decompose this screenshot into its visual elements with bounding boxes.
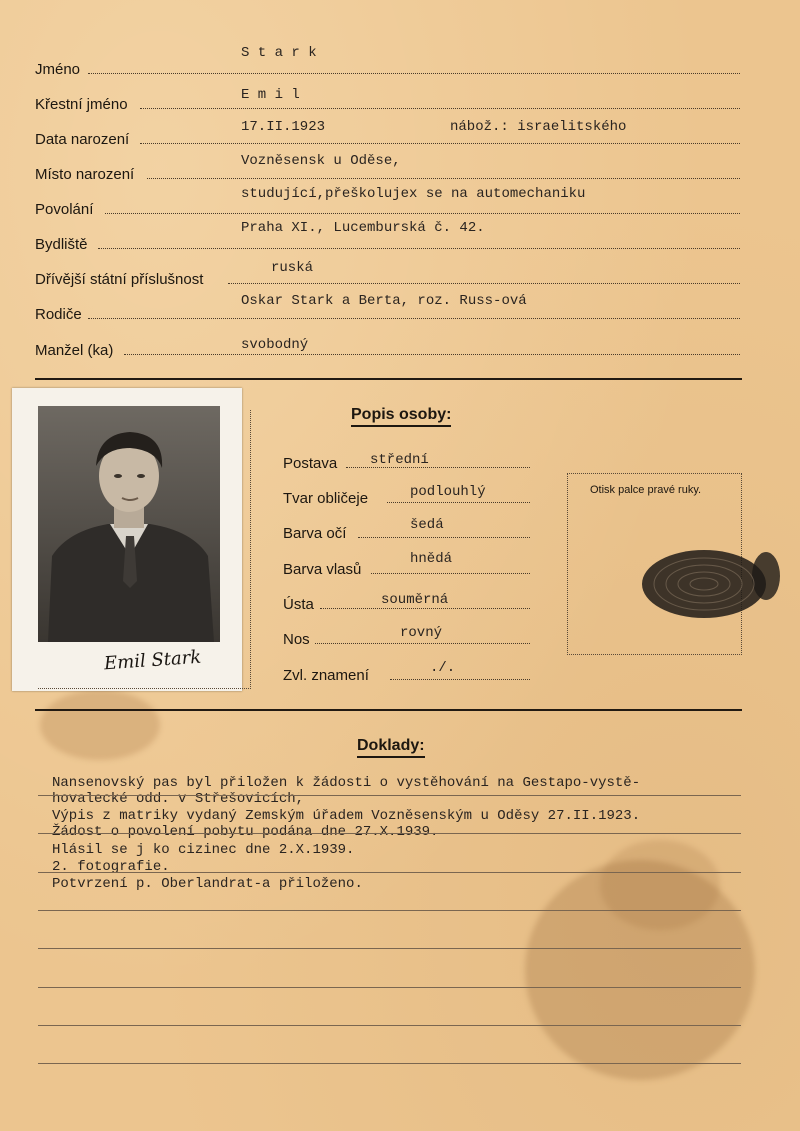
parents-line	[88, 318, 740, 319]
document-line-7: Potvrzení p. Oberlandrat-a přiloženo.	[52, 876, 363, 892]
mouth-line	[320, 608, 530, 609]
ruled-line	[38, 795, 741, 796]
hair-line	[371, 573, 530, 574]
documents-heading: Doklady:	[357, 737, 425, 758]
hair-label: Barva vlasů	[283, 561, 362, 578]
face-line	[387, 502, 530, 503]
hair-value: hnědá	[410, 551, 453, 567]
face-value: podlouhlý	[410, 484, 486, 500]
stain-left	[40, 690, 160, 760]
document-line-5: Hlásil se j ko cizinec dne 2.X.1939.	[52, 842, 355, 858]
ruled-line	[38, 1063, 741, 1064]
thumbprint-icon	[636, 540, 784, 626]
marks-value: ./.	[430, 660, 456, 676]
face-label: Tvar obličeje	[283, 490, 369, 507]
religion-value: nábož.: israelitského	[450, 119, 627, 135]
document-line-2: hovalecké odd. v Střešovicích,	[52, 791, 305, 807]
ruled-line	[38, 872, 741, 873]
build-label: Postava	[283, 455, 338, 472]
description-heading: Popis osoby:	[351, 406, 451, 427]
given-name-line	[140, 108, 740, 109]
occupation-value: studující,přeškolujex se na automechaniku	[241, 186, 586, 202]
dob-value: 17.II.1923	[241, 119, 326, 135]
pob-label: Místo narození	[35, 166, 135, 183]
surname-label: Jméno	[35, 61, 81, 78]
eyes-value: šedá	[410, 517, 444, 533]
divider-middle	[35, 709, 742, 711]
dob-line	[140, 143, 740, 144]
signature: Emil Stark	[103, 646, 202, 675]
nose-label: Nos	[283, 631, 310, 648]
mouth-value: souměrná	[381, 592, 449, 608]
mouth-label: Ústa	[283, 596, 314, 613]
document-line-6: 2. fotografie.	[52, 859, 170, 875]
residence-value: Praha XI., Lucemburská č. 42.	[241, 220, 485, 236]
parents-label: Rodiče	[35, 306, 82, 323]
residence-line	[98, 248, 740, 249]
eyes-label: Barva očí	[283, 525, 347, 542]
stain-right-mid	[600, 840, 720, 930]
nose-line	[315, 643, 530, 644]
parents-value: Oskar Stark a Berta, roz. Russ-ová	[241, 293, 527, 309]
spouse-label: Manžel (ka)	[35, 342, 114, 359]
pob-value: Vozněsensk u Oděse,	[241, 153, 401, 169]
spouse-line	[124, 354, 740, 355]
residence-label: Bydliště	[35, 236, 88, 253]
marks-label: Zvl. znamení	[283, 667, 369, 684]
ruled-line	[38, 1025, 741, 1026]
thumbprint-label: Otisk palce pravé ruky.	[590, 484, 702, 496]
divider-top	[35, 378, 742, 380]
ruled-line	[38, 910, 741, 911]
given-name-label: Křestní jméno	[35, 96, 128, 113]
marks-line	[390, 679, 530, 680]
given-name-value: E m i l	[241, 87, 300, 103]
nationality-value: ruská	[271, 260, 314, 276]
ruled-line	[38, 948, 741, 949]
build-value: střední	[370, 452, 429, 468]
eyes-line	[358, 537, 530, 538]
surname-value: S t a r k	[241, 45, 317, 61]
nationality-line	[228, 283, 740, 284]
dob-label: Data narození	[35, 131, 130, 148]
document-line-1: Nansenovský pas byl přiložen k žádosti o vystěhování na Gestapo-vystě-	[52, 775, 641, 791]
ruled-line	[38, 987, 741, 988]
occupation-label: Povolání	[35, 201, 94, 218]
nose-value: rovný	[400, 625, 443, 641]
photo-placeholder-frame	[38, 410, 251, 689]
spouse-value: svobodný	[241, 337, 309, 353]
ruled-line	[38, 833, 741, 834]
document-line-4: Žádost o povolení pobytu podána dne 27.X.1939.	[52, 824, 439, 840]
surname-line	[88, 73, 740, 74]
occupation-line	[105, 213, 740, 214]
pob-line	[147, 178, 740, 179]
nationality-label: Dřívější státní příslušnost	[35, 271, 204, 288]
document-line-3: Výpis z matriky vydaný Zemským úřadem Vozněsenským u Oděsy 27.II.1923.	[52, 808, 641, 824]
